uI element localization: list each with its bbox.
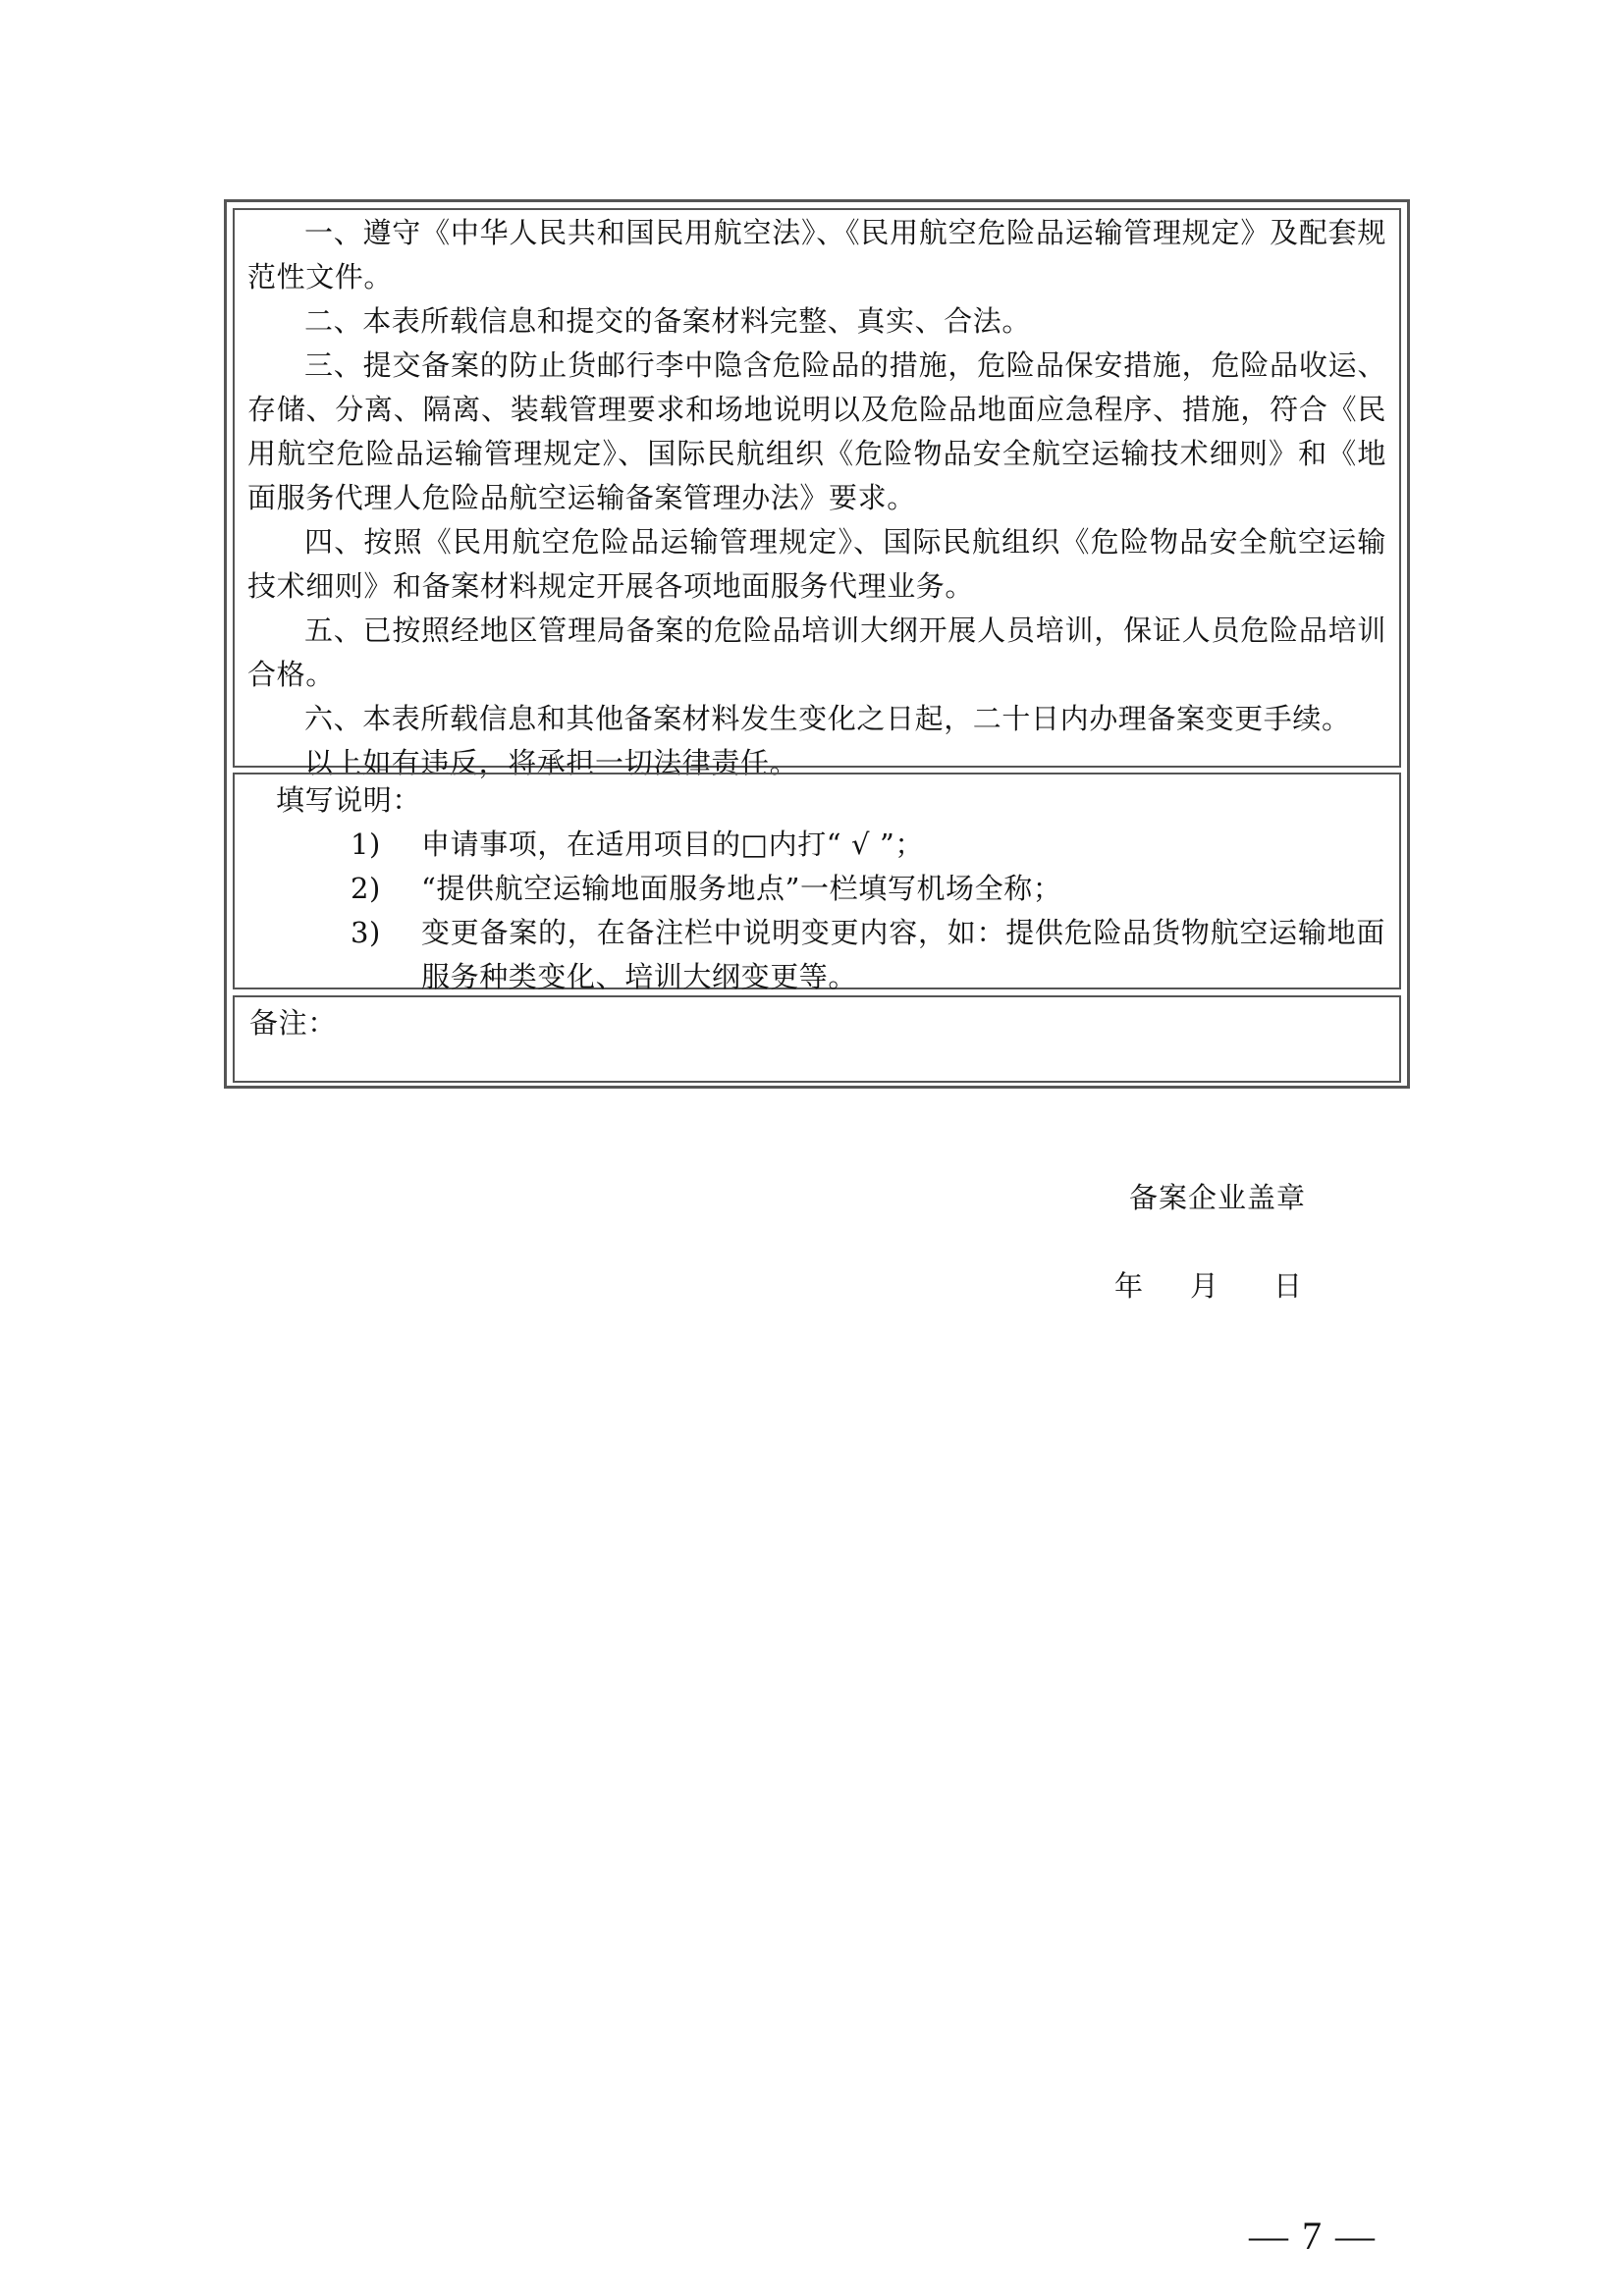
instruction-number: 1) — [351, 828, 381, 861]
declaration-table — [224, 199, 1410, 1089]
date-year-label: 年 — [1114, 1269, 1144, 1303]
date-month-label: 月 — [1190, 1269, 1219, 1303]
remarks-title: 备注： — [249, 1006, 337, 1040]
declaration-paragraph-1: 一、遵守《中华人民共和国民用航空法》、《民用航空危险品运输管理规定》及配套规范性文件。 — [247, 216, 1386, 294]
company-seal-label: 备案企业盖章 — [1129, 1181, 1307, 1214]
declaration-paragraph-6: 六、本表所载信息和其他备案材料发生变化之日起，二十日内办理备案变更手续。 — [304, 702, 1351, 735]
declaration-cell — [233, 208, 1401, 779]
instruction-number: 2) — [351, 872, 381, 905]
instruction-number: 3) — [351, 916, 381, 949]
page-number: — 7 — — [1249, 2214, 1377, 2258]
instructions-title: 填写说明： — [276, 783, 422, 817]
declaration-content — [247, 211, 1386, 785]
date-day-label: 日 — [1273, 1269, 1303, 1303]
instruction-text: 申请事项，在适用项目的□内打“ √ ”； — [421, 828, 924, 861]
declaration-paragraph-2: 二、本表所载信息和提交的备案材料完整、真实、合法。 — [304, 304, 1032, 338]
declaration-paragraph-4: 四、按照《民用航空危险品运输管理规定》、国际民航组织《危险物品安全航空运输技术细则》和备案材料规定开展各项地面服务代理业务。 — [247, 525, 1386, 603]
declaration-paragraph-3: 三、提交备案的防止货邮行李中隐含危险品的措施，危险品保安措施，危险品收运、存储、分离、隔离、装载管理要求和场地说明以及危险品地面应急程序、措施，符合《民用航空危险品运输管理规定》、国际民航组织《危险物品安全航空运输技术细则》和《地面服务代理人危险品航空运输备案管理办法》要求。 — [247, 348, 1386, 514]
instruction-text: “提供航空运输地面服务地点”一栏填写机场全称； — [421, 872, 1062, 905]
declaration-paragraph-5: 五、已按照经地区管理局备案的危险品培训大纲开展人员培训，保证人员危险品培训合格。 — [247, 614, 1386, 691]
instruction-text: 变更备案的，在备注栏中说明变更内容，如：提供危险品货物航空运输地面服务种类变化、培训大纲变更等。 — [421, 916, 1385, 993]
instructions-cell — [233, 773, 1401, 993]
declaration-closing: 以上如有违反，将承担一切法律责任。 — [304, 746, 799, 779]
remarks-cell[interactable] — [233, 995, 1401, 1083]
